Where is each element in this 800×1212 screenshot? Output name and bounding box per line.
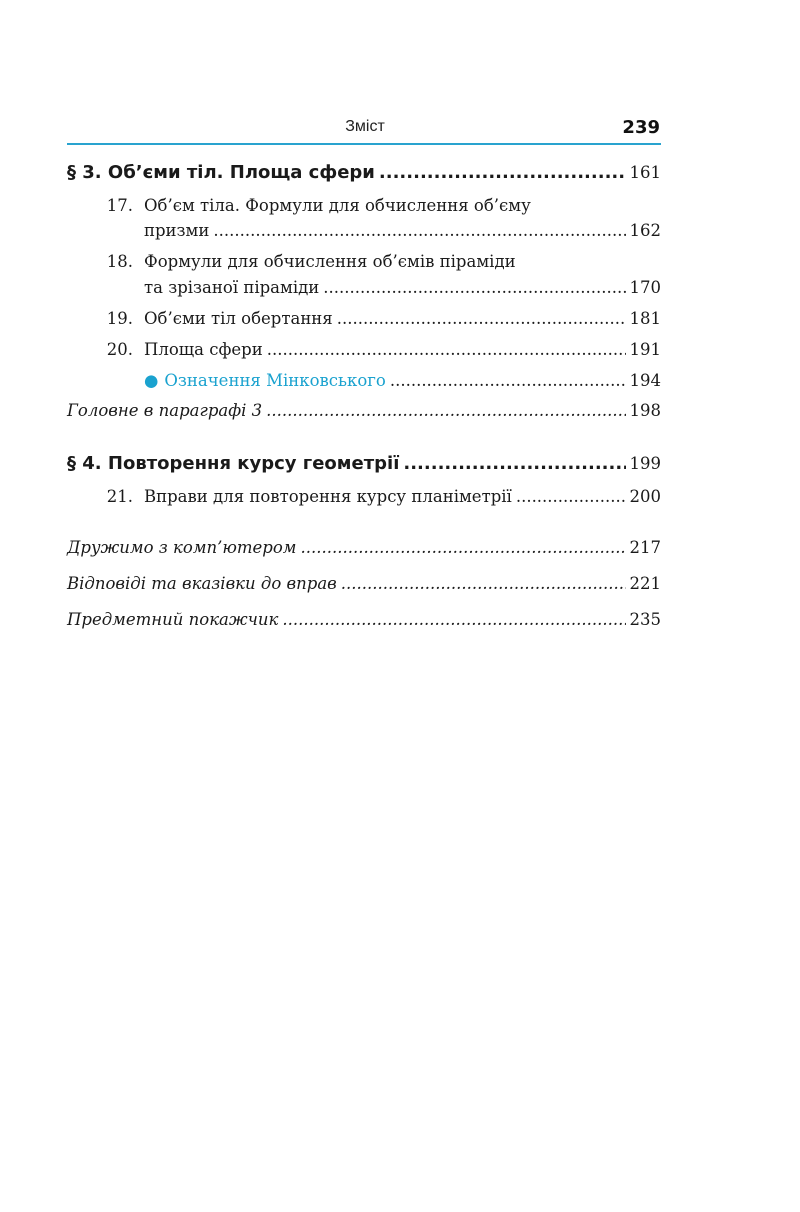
- leader-dots: [301, 538, 626, 558]
- toc-item-21-label: Вправи для повторення курсу планіметрії: [144, 487, 512, 506]
- leader-dots: [403, 454, 625, 474]
- toc-index[interactable]: [67, 610, 661, 630]
- toc-item-19[interactable]: [144, 309, 661, 329]
- toc-summary-3-label: Головне в параграфі 3: [67, 401, 263, 420]
- toc-item-20-page: 191: [629, 340, 661, 359]
- toc-item-18-number: 18.: [106, 252, 133, 271]
- toc-item-21[interactable]: [144, 487, 661, 507]
- toc-item-17-line2: призми: [144, 221, 210, 240]
- header-page-number: 239: [622, 117, 660, 138]
- toc-minkowski-page: 194: [629, 371, 661, 390]
- toc-minkowski-label: Означення Мінковського: [164, 371, 386, 390]
- toc-answers[interactable]: [67, 574, 661, 594]
- toc-section-4-page: 199: [629, 454, 661, 473]
- toc-item-20[interactable]: [144, 340, 661, 360]
- toc-minkowski-text: [144, 371, 386, 391]
- toc-section-3-page: 161: [629, 163, 661, 182]
- toc-computer-label: Дружимо з комп’ютером: [67, 538, 297, 557]
- toc-item-18-line2: та зрізаної піраміди: [144, 278, 320, 297]
- toc-item-19-number: 19.: [106, 309, 133, 328]
- leader-dots: [267, 340, 626, 360]
- toc-item-18-line1[interactable]: Формули для обчислення об’ємів піраміди: [144, 252, 516, 271]
- toc-item-17[interactable]: [144, 221, 661, 241]
- toc-minkowski[interactable]: [144, 371, 661, 391]
- leader-dots: [213, 221, 625, 241]
- toc-item-19-label: Об’єми тіл обертання: [144, 309, 333, 328]
- leader-dots: [390, 371, 626, 391]
- toc-item-21-page: 200: [629, 487, 661, 506]
- header-title: Зміст: [345, 118, 385, 135]
- leader-dots: [266, 401, 625, 421]
- toc-item-20-number: 20.: [106, 340, 133, 359]
- toc-item-17-number: 17.: [106, 196, 133, 215]
- toc-index-label: Предметний покажчик: [67, 610, 279, 629]
- toc-section-4-label: § 4. Повторення курсу геометрії: [67, 453, 400, 474]
- header-rule: [67, 143, 661, 145]
- toc-item-21-number: 21.: [106, 487, 133, 506]
- toc-item-17-page: 162: [629, 221, 661, 240]
- toc-computer[interactable]: [67, 538, 661, 558]
- leader-dots: [323, 278, 625, 298]
- leader-dots: [379, 163, 626, 183]
- toc-answers-label: Відповіді та вказівки до вправ: [67, 574, 337, 593]
- leader-dots: [341, 574, 626, 594]
- toc-section-3[interactable]: [67, 163, 661, 183]
- toc-item-19-page: 181: [629, 309, 661, 328]
- toc-summary-3[interactable]: [67, 401, 661, 421]
- toc-item-18-page: 170: [629, 278, 661, 297]
- toc-computer-page: 217: [629, 538, 661, 557]
- toc-answers-page: 221: [629, 574, 661, 593]
- toc-item-18[interactable]: [144, 278, 661, 298]
- toc-section-4[interactable]: [67, 454, 661, 474]
- toc-section-3-label: § 3. Об’єми тіл. Площа сфери: [67, 162, 375, 183]
- leader-dots: [282, 610, 625, 630]
- toc-item-20-label: Площа сфери: [144, 340, 263, 359]
- leader-dots: [516, 487, 626, 507]
- toc-summary-3-page: 198: [629, 401, 661, 420]
- leader-dots: [337, 309, 626, 329]
- bullet-icon: ●: [144, 371, 159, 390]
- toc-item-17-line1[interactable]: Об’єм тіла. Формули для обчислення об’єму: [144, 196, 531, 215]
- toc-index-page: 235: [629, 610, 661, 629]
